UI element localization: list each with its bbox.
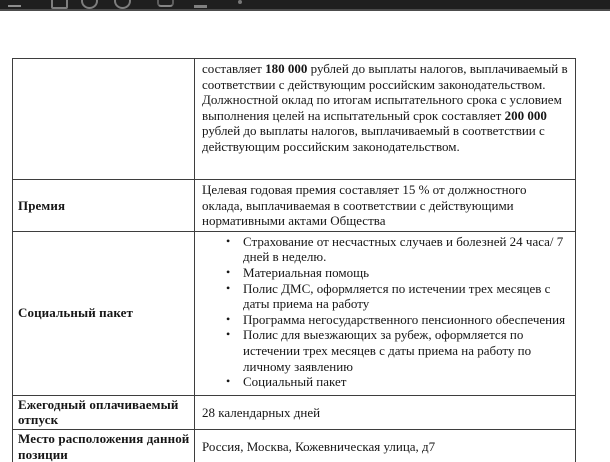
bullet-icon: • [226,311,231,326]
row-label-cell: Премия [13,180,195,232]
more-icon-shape [238,0,242,4]
row-label-cell: Ежегодный оплачиваемый отпуск [13,395,195,429]
bold-text-segment: 200 000 [504,107,547,123]
print-icon[interactable] [192,0,210,7]
bullet-text: Материальная помощь [243,264,370,280]
save-icon-shape [51,0,68,9]
book-icon[interactable] [155,0,173,7]
document-page [0,11,610,462]
row-label-cell: Место расположения данной позиции [13,429,195,462]
bullet-item [226,281,570,312]
table-row [13,59,576,180]
book-icon-shape [157,0,174,7]
redo-icon-shape [114,0,131,9]
undo-icon[interactable] [79,0,97,7]
bullet-icon: • [226,374,231,389]
row-value-cell [195,59,576,180]
bullet-text: Полис ДМС, оформляется по истечении трех месяцев с даты приема на работу [243,280,551,312]
save-icon[interactable] [49,0,67,7]
table-row [13,395,576,429]
bullet-item [226,374,570,390]
top-toolbar [0,0,610,11]
bold-text-segment: 180 000 [265,61,308,76]
cell-text: 28 календарных дней [202,404,321,420]
menu-icon[interactable] [6,0,24,7]
bullet-icon: • [226,233,231,248]
bullet-text: Программа негосударственного пенсионного обеспечения [243,311,566,327]
row-value-cell [195,231,576,395]
cell-text: Россия, Москва, Кожевническая улица, д7 [202,438,436,454]
bullet-text: Социальный пакет [243,374,347,390]
paragraph [202,61,570,92]
print-icon-shape [194,0,207,8]
bullet-icon: • [226,280,231,295]
row-value-cell [195,429,576,462]
bullet-icon: • [226,327,231,342]
text-segment: рублей до выплаты налогов, выплачиваемый в соответствии с действующим российским законодательством. [202,123,545,154]
menu-icon-shape [8,0,21,7]
text-segment: рублей до выплаты налогов, выплачиваемый в соответствии с действующим российским законодательством. [202,61,568,92]
bullet-text: Страхование от несчастных случаев и болезней 24 часа/ 7 дней в неделю. [243,233,564,265]
more-icon[interactable] [231,0,249,7]
text-segment: составляет [202,61,266,76]
redo-icon[interactable] [112,0,130,7]
table-row [13,180,576,232]
bullet-item [226,265,570,281]
bullet-item [226,327,570,374]
bullet-item [226,234,570,265]
bullet-item [226,312,570,328]
cell-text: Целевая годовая премия составляет 15 % от должностного оклада, выплачиваемая в соответствии с действующими нормативными актами Общества [202,182,527,229]
row-label-cell [13,59,195,180]
undo-icon-shape [81,0,98,9]
row-value-cell [195,395,576,429]
paragraph [202,92,570,154]
row-value-cell [195,180,576,232]
bullet-text: Полис для выезжающих за рубеж, оформляется по истечении трех месяцев с даты приема на работу по личному заявлению [243,327,532,374]
table-row [13,429,576,462]
offer-table-body [13,59,576,462]
table-row [13,231,576,395]
row-label-cell: Социальный пакет [13,231,195,395]
text-segment: Должностной оклад по итогам испытательного срока с условием выполнения целей на испытательный срок составляет [202,92,562,123]
bullet-icon: • [226,264,231,279]
offer-table [12,58,576,462]
